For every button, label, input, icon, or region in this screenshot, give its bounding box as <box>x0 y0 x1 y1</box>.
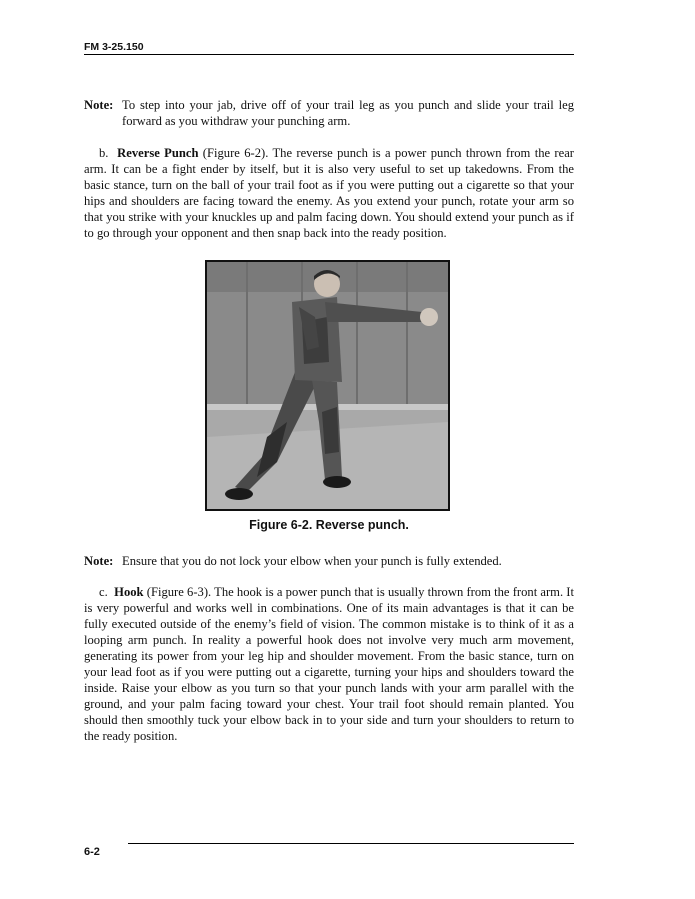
paragraph-reverse-punch <box>84 145 574 241</box>
note-text: Ensure that you do not lock your elbow when your punch is fully extended. <box>122 554 502 568</box>
note-label: Note: <box>84 98 114 112</box>
footer-rule <box>128 843 574 844</box>
reverse-punch-photo <box>205 260 450 511</box>
figure-caption: Figure 6-2. Reverse punch. <box>249 518 409 532</box>
paragraph-hook <box>84 584 574 744</box>
note-jab <box>84 97 574 129</box>
note-text: To step into your jab, drive off of your trail leg as you punch and slide your trail leg forward as you withdraw your punching arm. <box>122 98 574 128</box>
page-header <box>84 41 574 55</box>
page-number: 6-2 <box>84 846 100 858</box>
paragraph-title: Reverse Punch <box>117 146 199 160</box>
paragraph-title: Hook <box>114 585 144 599</box>
header-rule <box>84 54 574 55</box>
document-id: FM 3-25.150 <box>84 41 144 53</box>
paragraph-letter: b. <box>99 146 109 160</box>
note-elbow <box>84 553 574 569</box>
paragraph-body: (Figure 6-3). The hook is a power punch that is usually thrown from the front arm. It is very powerful and works well in combinations. One of its main advantages is that it can be fully executed outside of the enemy’s field of vision. The common mistake is to think of it as a looping arm punch. In reality a powerful hook does not involve very much arm movement, generating its power from your leg hip and shoulder movement. From the basic stance, turn on your lead foot as if you were putting out a cigarette, turning your hips and shoulders toward the inside. Raise your elbow as you turn so that your punch lands with your arm parallel with the ground, and your palm facing toward your chest. Your trail foot should remain planted. You should then smoothly tuck your elbow back in to your side and turn your shoulders to return to the ready position. <box>84 585 575 743</box>
note-label: Note: <box>84 554 114 568</box>
paragraph-letter: c. <box>99 585 108 599</box>
paragraph-body: (Figure 6-2). The reverse punch is a power punch thrown from the rear arm. It can be a fight ender by itself, but it is also very useful to set up takedowns. From the basic stance, turn on the ball of your trail foot as if you were putting out a cigarette so that your hips and shoulders are facing toward the enemy. As you extend your punch, rotate your arm so that you strike with your knuckles up and palm facing down. You should extend your punch as if to go through your opponent and then snap back into the ready position. <box>84 146 574 240</box>
